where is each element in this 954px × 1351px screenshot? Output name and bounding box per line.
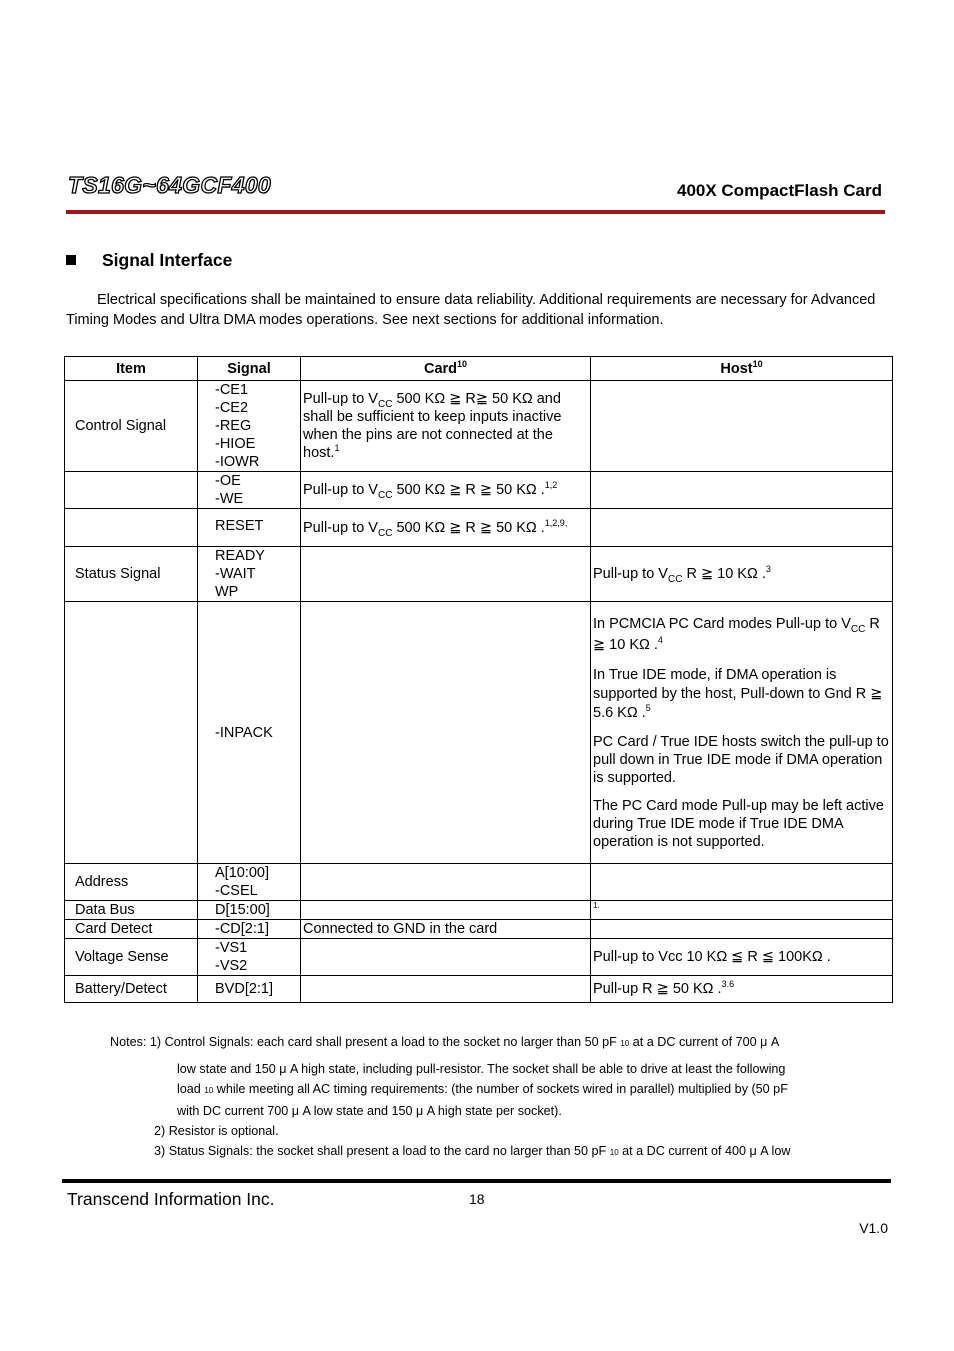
signal-interface-table — [64, 356, 893, 1003]
row-item: Battery/Detect — [65, 976, 198, 1003]
table-row — [65, 920, 893, 939]
row-host: Pull-up R ≧ 50 KΩ .$^{3.6}$ — [591, 976, 893, 1003]
row-item: Data Bus — [65, 901, 198, 920]
header-signal: Signal — [198, 357, 301, 381]
row-item — [65, 602, 198, 864]
row-host — [591, 920, 893, 939]
row-card — [301, 939, 591, 976]
note-1-line-3: load 10 while meeting all AC timing requirements: (the number of sockets wired in parallel) multiplied by (50 pF — [177, 1082, 788, 1096]
note-3: 3) Status Signals: the socket shall present a load to the card no larger than 50 pF 10 at a DC current of 400 μ A low — [154, 1144, 791, 1158]
host-note-true-ide: In True IDE mode, if DMA operation is supported by the host, Pull-down to Gnd R ≧ 5.6 KΩ .$^5$ — [593, 667, 883, 721]
row-card — [301, 976, 591, 1003]
host-note-pullup: The PC Card mode Pull-up may be left active during True IDE mode if True IDE DMA operation is not supported. — [593, 798, 884, 850]
section-heading-text: Signal Interface — [102, 250, 233, 270]
host-note-switch: PC Card / True IDE hosts switch the pull-up to pull down in True IDE mode if DMA operation is supported. — [593, 734, 889, 786]
row-signals: READY -WAIT WP — [198, 547, 301, 602]
footer-rule — [62, 1179, 891, 1183]
row-item — [65, 509, 198, 547]
table-row — [65, 976, 893, 1003]
note-1-line-2: low state and 150 μ A high state, including pull-resistor. The socket shall be able to drive at least the following — [177, 1062, 786, 1076]
row-item: Card Detect — [65, 920, 198, 939]
table-row — [65, 864, 893, 901]
row-item: Address — [65, 864, 198, 901]
row-host: 1. — [591, 901, 893, 920]
row-card — [301, 547, 591, 602]
row-card — [301, 901, 591, 920]
row-host — [591, 602, 893, 864]
row-card: Pull-up to $V_{CC}$ 500 KΩ ≧ R ≧ 50 KΩ .$^{1,2}$ — [301, 472, 591, 509]
row-signals: BVD[2:1] — [198, 976, 301, 1003]
row-signals: -CE1 -CE2 -REG -HIOE -IOWR — [198, 381, 301, 472]
row-signals: D[15:00] — [198, 901, 301, 920]
table-row — [65, 547, 893, 602]
table-row — [65, 381, 893, 472]
table-row — [65, 509, 893, 547]
header-host: Host$^{10}$ — [591, 357, 893, 381]
header-rule — [66, 210, 885, 214]
table-row — [65, 472, 893, 509]
table-header-row — [65, 357, 893, 381]
note-1-line-1: Notes: 1) Control Signals: each card shall present a load to the socket no larger than 50 pF 10 at a DC current of 700 μ A — [110, 1035, 780, 1049]
header-item: Item — [65, 357, 198, 381]
document-version: V1.0 — [859, 1220, 888, 1236]
document-subtitle: 400X CompactFlash Card — [676, 181, 882, 200]
note-2: 2) Resistor is optional. — [154, 1124, 279, 1138]
table-row — [65, 939, 893, 976]
row-signals: -CD[2:1] — [198, 920, 301, 939]
notes-block — [110, 1032, 870, 1163]
section-heading — [66, 250, 232, 271]
row-card: Pull-up to $V_{CC}$ 500 KΩ ≧ R ≧ 50 KΩ .$^{1,2,9,}$ — [301, 509, 591, 547]
row-signals: RESET — [198, 509, 301, 547]
row-item — [65, 472, 198, 509]
table-row — [65, 901, 893, 920]
row-item: Status Signal — [65, 547, 198, 602]
document-title: TS16G~64GCF400 — [68, 172, 272, 198]
row-card — [301, 602, 591, 864]
row-card: Pull-up to $V_{CC}$ 500 KΩ ≧ R≧ 50 KΩ and shall be sufficient to keep inputs inactive when the pins are not connected at the host.$^1$ — [301, 381, 591, 472]
footer-company: Transcend Information Inc. — [67, 1189, 275, 1209]
row-host — [591, 381, 893, 472]
intro-paragraph: Electrical specifications shall be maintained to ensure data reliability. Additional requirements are necessary for Advanced Timing Modes and Ultra DMA modes operations. See next sections for additional information. — [66, 292, 876, 328]
row-item: Control Signal — [65, 381, 198, 472]
row-host — [591, 509, 893, 547]
row-signals: -VS1 -VS2 — [198, 939, 301, 976]
row-signals: -INPACK — [198, 602, 301, 864]
page-number: 18 — [469, 1191, 485, 1207]
row-signals: -OE -WE — [198, 472, 301, 509]
row-item: Voltage Sense — [65, 939, 198, 976]
row-host: Pull-up to Vcc 10 KΩ ≦ R ≦ 100KΩ . — [591, 939, 893, 976]
table-row — [65, 602, 893, 864]
row-card — [301, 864, 591, 901]
square-bullet-icon — [66, 255, 76, 265]
row-host — [591, 472, 893, 509]
note-1-line-4: with DC current 700 μ A low state and 150 μ A high state per socket). — [177, 1104, 562, 1118]
row-signals: A[10:00] -CSEL — [198, 864, 301, 901]
header-card: Card$^{10}$ — [301, 357, 591, 381]
host-note-pcmcia: In PCMCIA PC Card modes Pull-up to $V_{CC}$ R ≧ 10 KΩ .$^4$ — [593, 616, 880, 653]
row-card: Connected to GND in the card — [301, 920, 591, 939]
row-host: Pull-up to $V_{CC}$ R ≧ 10 KΩ .$^3$ — [591, 547, 893, 602]
row-host — [591, 864, 893, 901]
